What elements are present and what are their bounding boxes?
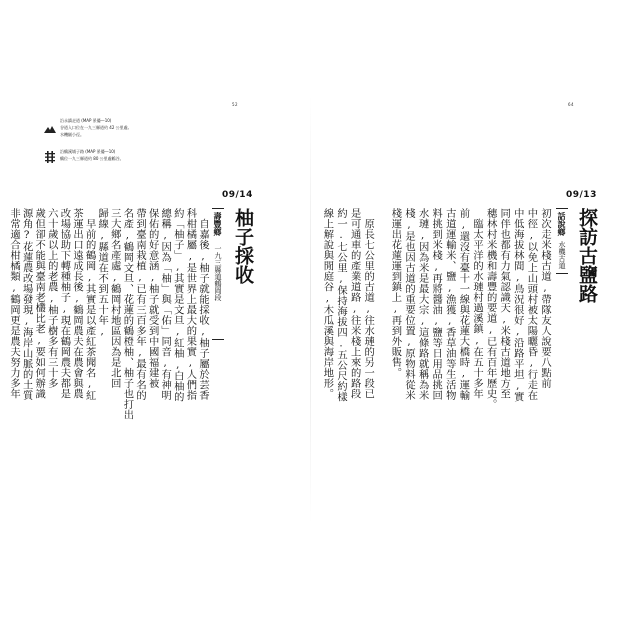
text-column: 原長七公里的古道,往水璉的另一段已 <box>362 208 375 399</box>
text-column: 總稱,因為「柚」與「佑」同音,有神明 <box>159 208 172 401</box>
trail-note-line-1: 沿永鎮走道 (MAP 景優—10) <box>60 118 112 123</box>
article-date: 09/13 <box>566 190 597 200</box>
text-column: 水璉,因為米是最大宗,這條路就稱為米 <box>416 208 429 401</box>
book-gutter <box>310 95 311 525</box>
trail-note-line-2: 谷道入口位在一九三縣道約 42 公里處, <box>60 125 129 130</box>
text-column: 料挑到米棧,再將醬油,鹽等日用品挑回 <box>430 208 443 401</box>
road-note-line-1: 沿鶴溪埔子路 (MAP 景優—10) <box>60 149 116 154</box>
page-number-right: 64 <box>568 102 575 107</box>
text-column: 名產,鶴岡文旦、花蓮的鶴橙柚、柚子也打出 <box>121 208 134 420</box>
location-tag-label: 壽豐鄉 <box>213 212 223 236</box>
text-column: 棧運出花蓮運到鎮上,再到外販售。 <box>389 208 402 378</box>
article-title: 柚子採收 <box>232 208 254 284</box>
text-column: 約「柚子」,其實是文旦,紅柚,白柚的 <box>171 208 184 403</box>
location-tag <box>556 208 568 274</box>
location-tag-place: 一九三縣道鶴岡段 <box>214 245 222 301</box>
text-column: 歲但卻不能與臺南老欉比老,要如何辦識 <box>33 208 46 399</box>
page-number-left: 52 <box>232 102 239 107</box>
text-column: 源角?花蓮農改場發現,海岸山脈的土質 <box>20 208 33 401</box>
article-date: 09/14 <box>222 190 253 200</box>
text-column: 棧,是也因古道的重要位置,原物料從米 <box>403 208 415 401</box>
text-column: 前,還沒有臺十一線與花蓮大橋時,運輸 <box>457 208 470 401</box>
text-column: 是可通車的產業道路,往米棧上來的路段 <box>348 208 361 399</box>
text-column: 中徑,以免上山頭村被太陽曬昏,行走在 <box>525 208 538 401</box>
text-column: 穗林村米機和壽豐的要道,已有百年歷史。 <box>484 208 497 410</box>
location-tag <box>212 208 224 340</box>
text-column: 臨太平洋的水璉村過溪鎮,在五十多年 <box>471 208 483 399</box>
trail-note-line-3: 水機隧小徑。 <box>60 132 84 137</box>
text-column: 線上解說與閒庭谷,木瓜溪與海岸地形。 <box>321 208 334 399</box>
text-column: 約一.七公里,保持海拔四.五公尺約樣 <box>335 208 347 403</box>
text-column: 帶到臺南栽植,已有三百多年,最有名的 <box>134 208 146 401</box>
text-column: 科柑橘屬,是世界上最大的果實,人們指 <box>184 208 197 401</box>
railway-icon <box>44 148 56 167</box>
text-column: 歸線,縣道在不到五十年, <box>96 208 109 338</box>
article-title: 探訪古鹽路 <box>576 208 598 303</box>
text-column: 三大鄉名產處,鶴岡村地區因為是北回 <box>108 208 121 389</box>
text-column: 古道運輸米、鹽,漁獲,香草油等生活物 <box>443 208 456 401</box>
road-note-line-2: 鶴位一九三縣道約 80 公里處鶴谷。 <box>60 156 124 161</box>
text-column: 中低海拔林間,鳥況很好,沿路平坦,實 <box>511 208 524 403</box>
text-column: 茶運出口遠成長後,鶴岡農夫在農會與農 <box>71 208 83 399</box>
text-column: 同伴也都有力氣認識天,米棧古道地方至 <box>498 208 511 399</box>
text-column <box>375 208 389 219</box>
location-tag-label: 話說鄉 <box>557 212 567 236</box>
text-column: 改場協助下轉種柚子,現在鶴岡農夫都是 <box>58 208 71 399</box>
text-column: 保佑的好意涵,柚子就受到中國福建被 <box>146 208 159 389</box>
text-column: 非常適合柑橘類,鶴岡更是農夫努力多年 <box>8 208 20 399</box>
text-column: 初次走米棧古道,帶隊友人說要八點前 <box>539 208 551 389</box>
location-tag-place: 水機古道 <box>558 241 566 269</box>
text-column: 早前的鶴岡,其實是以產紅茶聞名,紅 <box>83 208 96 401</box>
text-column: 六十歲以上的老農,柚子樹多有三十多 <box>45 208 58 389</box>
text-column: 自嘉後,柚子就能採收,柚子屬於芸香 <box>197 208 209 401</box>
mountain-icon <box>44 118 56 137</box>
